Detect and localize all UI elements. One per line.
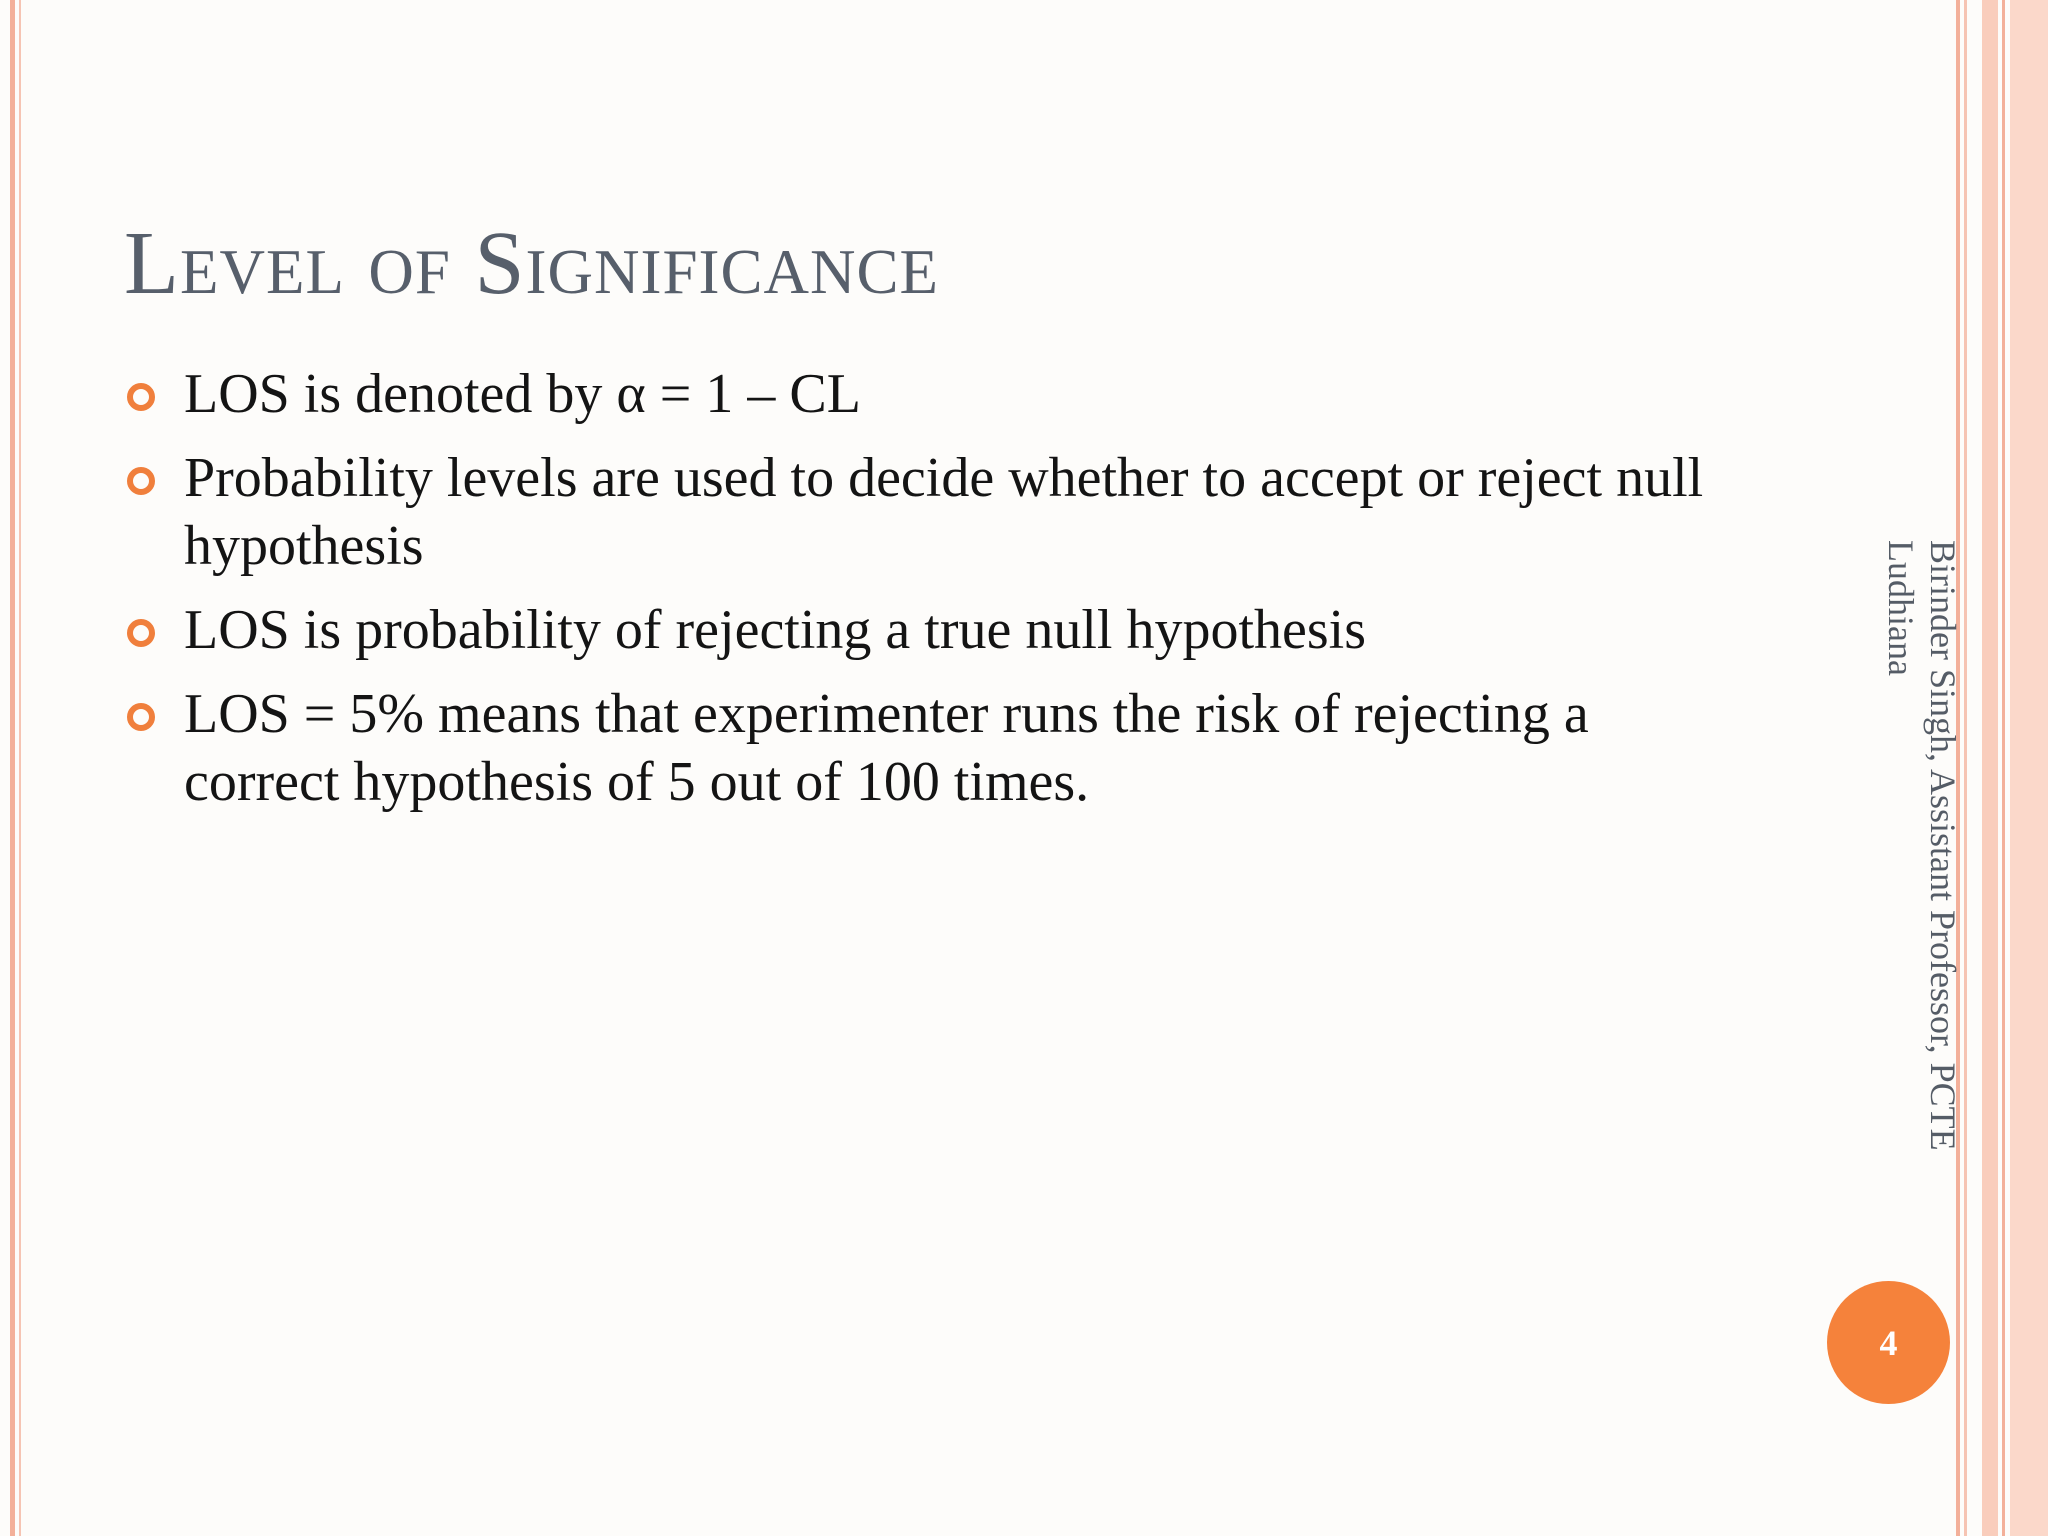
left-border-line [10,0,15,1536]
bullet-text: LOS is denoted by α = 1 – CL [184,363,861,425]
right-border-band-outer [2010,0,2048,1536]
author-footer [1880,540,1964,1151]
bullet-item [124,596,1724,664]
bullet-icon [127,619,155,647]
bullet-list [124,360,1724,832]
bullet-text: LOS = 5% means that experimenter runs the risk of rejecting a correct hypothesis of 5 out of 100 times. [184,683,1589,813]
right-border-band-line [2002,0,2005,1536]
author-line-1: Birinder Singh, Assistant Professor, PCTE [1923,540,1963,1151]
bullet-item [124,680,1724,816]
page-number-badge [1827,1281,1950,1404]
left-border-line-thin [19,0,21,1536]
bullet-text: LOS is probability of rejecting a true null hypothesis [184,599,1367,661]
right-border-band [1982,0,1998,1536]
bullet-text: Probability levels are used to decide whether to accept or reject null hypothesis [184,447,1704,577]
page-number: 4 [1879,1322,1898,1363]
right-border-line-thin [1964,0,1967,1536]
bullet-icon [127,703,155,731]
slide-title: Level of Significance [124,214,939,313]
bullet-icon [127,467,155,495]
bullet-icon [127,383,155,411]
bullet-item [124,444,1724,580]
author-line-2: Ludhiana [1881,540,1921,676]
bullet-item [124,360,1724,428]
